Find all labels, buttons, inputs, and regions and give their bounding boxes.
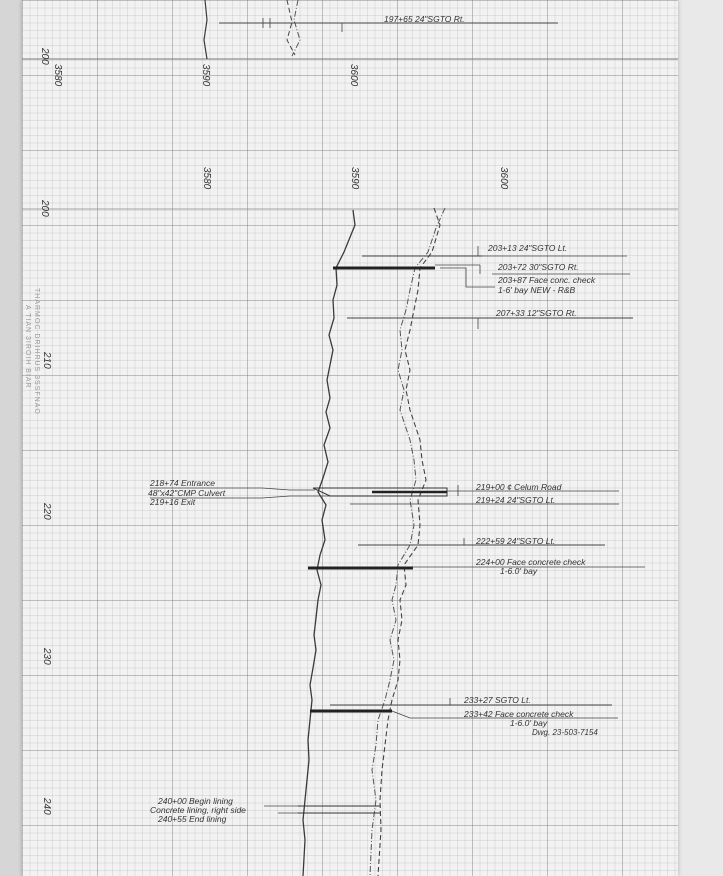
label-233-27: 233+27 SGTO Lt. [464,695,531,705]
faint-stamp-line1: THARMOC DRIHRUS 3SSFNAO [33,288,40,415]
channel-bottom-profile [303,210,355,876]
label-224-00-a: 224+00 Face concrete check [476,557,586,567]
top-elev-3600: 3600 [348,64,359,87]
label-222-59: 222+59 24"SGTO Lt. [476,536,556,546]
label-207-33: 207+33 12"SGTO Rt. [496,308,577,318]
top-elev-3590: 3590 [200,64,211,87]
station-label-210: 210 [41,352,52,369]
main-elev-3590: 3590 [349,167,360,190]
label-224-00-b: 1-6.0' bay [500,566,538,576]
station-label-220: 220 [41,503,52,520]
water-surface-profile [378,208,440,876]
top-water-profile [287,0,295,55]
label-240-00: 240+00 Begin lining [158,796,233,806]
label-233-42-b: 1-6.0' bay [510,718,548,728]
station-label-230: 230 [41,648,52,665]
station-label-240: 240 [41,798,52,815]
top-elev-3580: 3580 [52,64,63,87]
label-219-00: 219+00 ¢ Celum Road [476,482,562,492]
main-elev-3600: 3600 [498,167,509,190]
label-203-87-b: 1-6' bay NEW - R&B [498,285,576,295]
label-240-55: 240+55 End lining [158,814,227,824]
station-label-200: 200 [39,200,50,217]
top-bottom-profile [204,0,207,59]
faint-stamp-line2: A TIAN 3IROIH BIAR [24,305,31,389]
label-203-13: 203+13 24"SGTO Lt. [488,243,568,253]
label-203-87-a: 203+87 Face conc. check [498,275,596,285]
label-219-24: 219+24 24"SGTO Lt. [476,495,556,505]
label-culvert: 48"x42"CMP Culvert [148,488,226,498]
label-lining: Concrete lining, right side [150,805,246,815]
drawing-number: Dwg. 23-503-7154 [532,728,598,737]
label-203-72: 203+72 30"SGTO Rt. [498,262,579,272]
label-219-16: 219+16 Exit [150,497,196,507]
top-bank-profile [292,0,300,56]
label-218-74: 218+74 Entrance [150,478,215,488]
label-197-65: 197+65 24"SGTO Rt. [384,14,465,24]
main-elev-3580: 3580 [201,167,212,190]
station-label-200-top: 200 [39,48,50,65]
label-233-42-a: 233+42 Face concrete check [464,709,574,719]
